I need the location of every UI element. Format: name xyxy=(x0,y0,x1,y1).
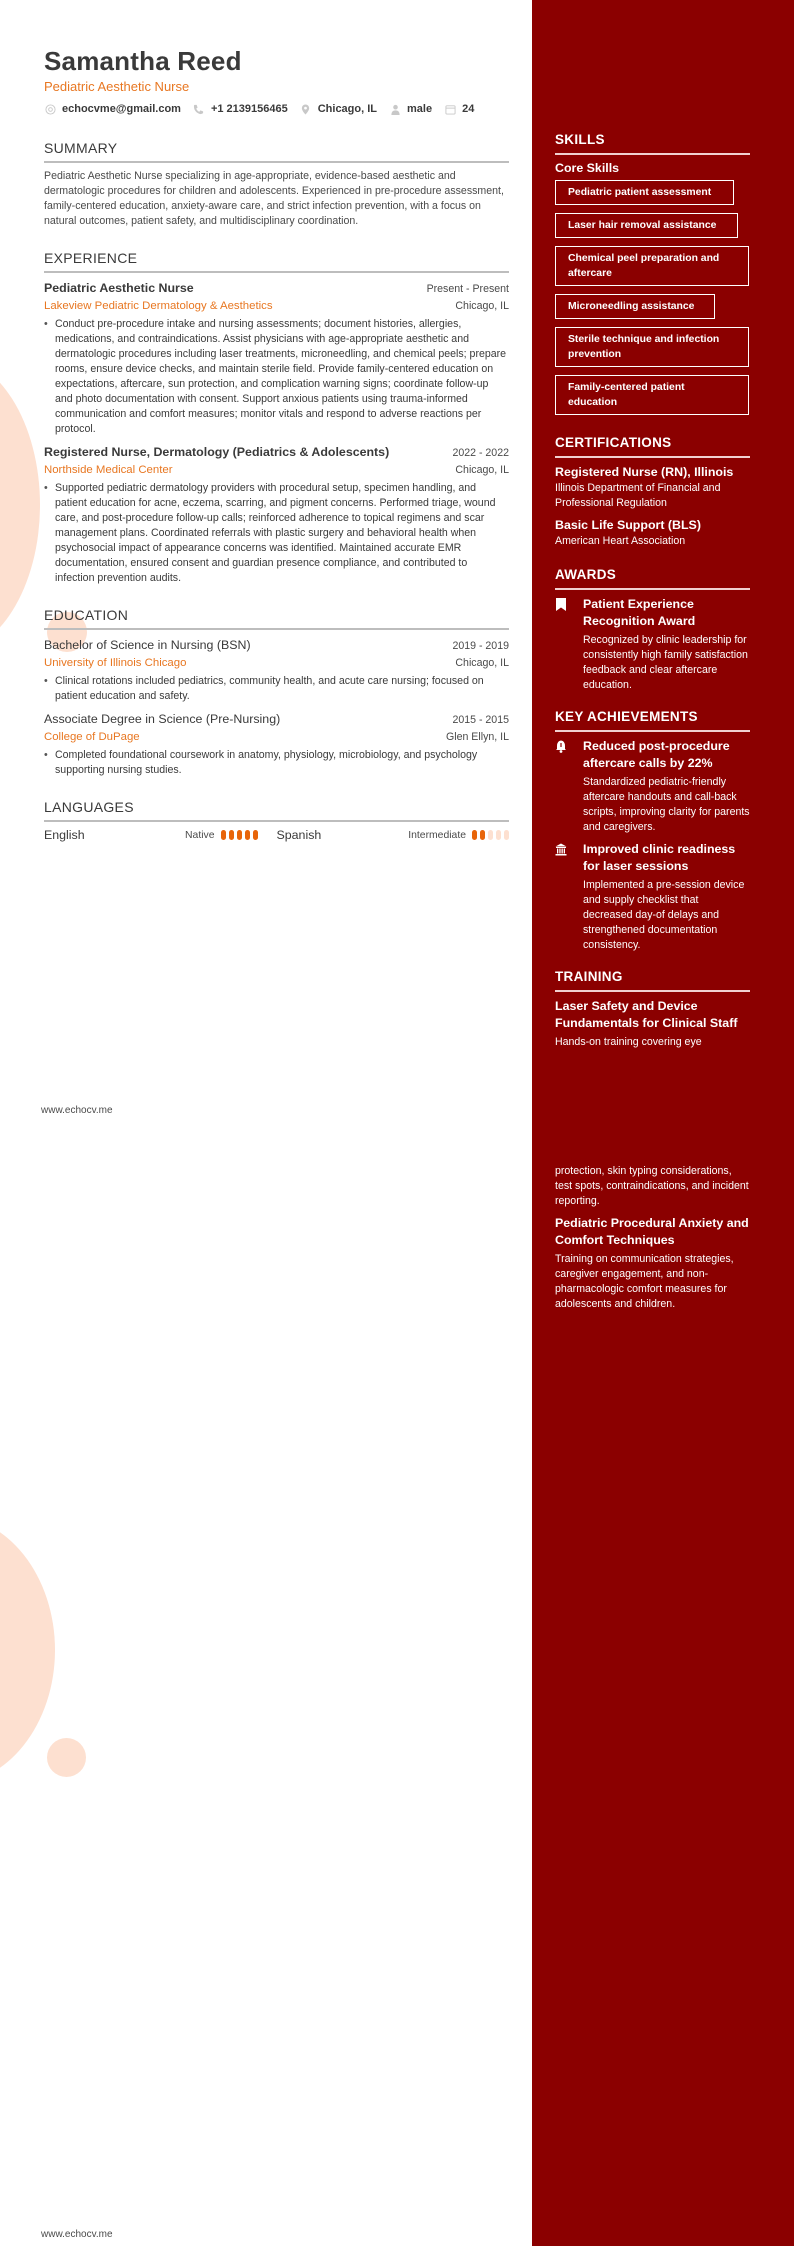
achievement-title: Reduced post-procedure aftercare calls by 22% xyxy=(583,739,730,770)
job-location: Chicago, IL xyxy=(455,300,509,312)
job-bullet: • Supported pediatric dermatology providers with procedural setup, specimen handling, and patient education for acne, eczema, scarring, and pigment concerns. Performed triage, wound care, and post-procedure follow-up calls; reinforced adherence to topical regimens and scar management plans. Coordinated referrals with plastic surgery and behavioral health when psychosocial impact of appearance concerns was identified. Maintained accurate EMR documentation, ensured consent and guardian presence compliance, and contributed to infection prevention audits. xyxy=(44,481,509,586)
sidebar-page2 xyxy=(555,1164,750,1312)
decorative-circle-small-2 xyxy=(47,1738,86,1777)
language-level: Intermediate xyxy=(408,829,466,841)
candidate-name: Samantha Reed xyxy=(44,46,242,76)
job-location: Chicago, IL xyxy=(455,464,509,476)
skill-tag: Family-centered patient education xyxy=(555,375,749,415)
bookmark-icon xyxy=(555,596,583,693)
contact-email[interactable] xyxy=(44,103,181,115)
education-entry xyxy=(44,710,509,778)
contact-location xyxy=(300,103,377,115)
achievement-item xyxy=(555,738,750,835)
languages-list xyxy=(44,828,509,842)
language-item xyxy=(44,828,277,842)
training-heading: TRAINING xyxy=(555,969,750,992)
certification-issuer: American Heart Association xyxy=(555,535,686,547)
person-icon xyxy=(389,103,401,115)
location-value: Chicago, IL xyxy=(317,103,377,115)
location-pin-icon xyxy=(300,103,312,115)
skill-tag: Sterile technique and infection prevention xyxy=(555,327,749,367)
calendar-icon xyxy=(444,103,456,115)
at-icon xyxy=(44,103,56,115)
skill-tag: Chemical peel preparation and aftercare xyxy=(555,246,749,286)
main-column xyxy=(44,46,509,842)
education-bullet: • Clinical rotations included pediatrics, community health, and acute care nursing; focused on patient education and safety. xyxy=(44,674,509,704)
certifications-section xyxy=(555,435,750,549)
job-dates: 2022 - 2022 xyxy=(452,447,509,459)
achievement-description: Standardized pediatric-friendly aftercare handouts and call-back scripts, improving clarity for parents and caregivers. xyxy=(583,776,750,833)
degree: Associate Degree in Science (Pre-Nursing) xyxy=(44,712,281,726)
education-bullets xyxy=(44,748,509,778)
email-value: echocvme@gmail.com xyxy=(62,103,181,115)
language-name: Spanish xyxy=(276,828,322,842)
decorative-circle-large xyxy=(0,355,40,655)
contact-phone[interactable] xyxy=(193,103,288,115)
achievements-heading: KEY ACHIEVEMENTS xyxy=(555,709,750,732)
education-bullet: • Completed foundational coursework in anatomy, physiology, microbiology, and psychology supporting nursing studies. xyxy=(44,748,509,778)
job-bullets xyxy=(44,481,509,586)
education-entry xyxy=(44,636,509,704)
training-description-continued: protection, skin typing considerations, test spots, contraindications, and incident reporting. xyxy=(555,1165,749,1207)
language-item xyxy=(277,828,510,842)
skills-heading: SKILLS xyxy=(555,132,750,155)
proficiency-dots xyxy=(221,830,261,840)
experience-entry xyxy=(44,443,509,586)
training-description: Hands-on training covering eye xyxy=(555,1036,702,1048)
achievement-item xyxy=(555,841,750,953)
contact-gender xyxy=(389,103,432,115)
degree: Bachelor of Science in Nursing (BSN) xyxy=(44,638,251,652)
employer: Lakeview Pediatric Dermatology & Aesthetics xyxy=(44,300,273,312)
achievement-description: Implemented a pre-session device and supply checklist that decreased day-of delays and strengthened documentation consistency. xyxy=(583,879,745,951)
sidebar-page1 xyxy=(555,132,750,1050)
experience-section xyxy=(44,249,509,586)
gender-value: male xyxy=(407,103,433,115)
candidate-role: Pediatric Aesthetic Nurse xyxy=(44,79,190,94)
certification-name: Basic Life Support (BLS) xyxy=(555,518,701,532)
languages-heading: LANGUAGES xyxy=(44,798,509,822)
skill-tag: Microneedling assistance xyxy=(555,294,715,319)
proficiency-dots xyxy=(472,830,509,840)
education-bullets xyxy=(44,674,509,704)
summary-heading: SUMMARY xyxy=(44,139,509,163)
phone-value: +1 2139156465 xyxy=(210,103,288,115)
school-location: Chicago, IL xyxy=(455,657,509,669)
job-title: Registered Nurse, Dermatology (Pediatrics & Adolescents) xyxy=(44,445,390,459)
education-section xyxy=(44,606,509,778)
bell-icon xyxy=(555,738,583,835)
award-description: Recognized by clinic leadership for consistently high family satisfaction feedback and clear aftercare education. xyxy=(583,634,748,691)
experience-entry xyxy=(44,279,509,437)
school-location: Glen Ellyn, IL xyxy=(445,731,509,743)
education-heading: EDUCATION xyxy=(44,606,509,630)
contact-bar xyxy=(44,103,509,115)
language-name: English xyxy=(44,828,85,842)
school: University of Illinois Chicago xyxy=(44,657,187,669)
achievement-title: Improved clinic readiness for laser sessions xyxy=(583,842,736,873)
contact-age xyxy=(444,103,474,115)
certification-issuer: Illinois Department of Financial and Professional Regulation xyxy=(555,482,721,509)
language-level: Native xyxy=(185,829,215,841)
footer-link-page2[interactable]: www.echocv.me xyxy=(41,2229,113,2240)
employer: Northside Medical Center xyxy=(44,464,173,476)
education-dates: 2015 - 2015 xyxy=(452,714,509,726)
job-bullets xyxy=(44,317,509,437)
training-section xyxy=(555,969,750,1050)
skills-group-title: Core Skills xyxy=(555,161,620,175)
school: College of DuPage xyxy=(44,731,140,743)
phone-icon xyxy=(193,103,205,115)
job-dates: Present - Present xyxy=(426,283,509,295)
awards-section xyxy=(555,567,750,693)
training-description: Training on communication strategies, caregiver engagement, and non-pharmacologic comfort measures for adolescents and children. xyxy=(555,1253,734,1310)
job-bullet: • Conduct pre-procedure intake and nursing assessments; document histories, allergies, medications, and contraindications. Assist physicians with age-appropriate aesthetic and dermatologic procedures including laser treatments, microneedling, and chemical peels; prepare rooms, ensure device checks, and maintain sterile field. Provide family-centered education on expectations, aftercare, sun protection, and complication warning signs; coordinate follow-up and photo documentation with consent. Support anxious patients using trauma-informed communication and comfort measures; monitor vitals and respond to adverse reactions per protocol. xyxy=(44,317,509,437)
summary-text: Pediatric Aesthetic Nurse specializing in age-appropriate, evidence-based aesthetic and dermatologic procedures for children and adolescents. Experienced in pre-procedure assessment, family-centered education, anxiety-aware care, and strict infection prevention, with a focus on natural outcomes, patient safety, and multidisciplinary coordination. xyxy=(44,170,504,227)
certifications-heading: CERTIFICATIONS xyxy=(555,435,750,458)
job-title: Pediatric Aesthetic Nurse xyxy=(44,281,194,295)
achievements-section xyxy=(555,709,750,953)
skill-tag: Pediatric patient assessment xyxy=(555,180,734,205)
award-item xyxy=(555,596,750,693)
experience-heading: EXPERIENCE xyxy=(44,249,509,273)
training-title: Laser Safety and Device Fundamentals for Clinical Staff xyxy=(555,999,738,1030)
footer-link-page1[interactable]: www.echocv.me xyxy=(41,1105,113,1116)
decorative-circle-large-2 xyxy=(0,1515,55,1785)
certification-name: Registered Nurse (RN), Illinois xyxy=(555,465,734,479)
institution-icon xyxy=(555,841,583,953)
education-dates: 2019 - 2019 xyxy=(452,640,509,652)
skill-tag: Laser hair removal assistance xyxy=(555,213,738,238)
award-title: Patient Experience Recognition Award xyxy=(583,597,696,628)
training-title: Pediatric Procedural Anxiety and Comfort Techniques xyxy=(555,1216,749,1247)
languages-section xyxy=(44,798,509,842)
age-value: 24 xyxy=(462,103,475,115)
summary-section xyxy=(44,139,509,229)
awards-heading: AWARDS xyxy=(555,567,750,590)
skills-section xyxy=(555,132,750,423)
